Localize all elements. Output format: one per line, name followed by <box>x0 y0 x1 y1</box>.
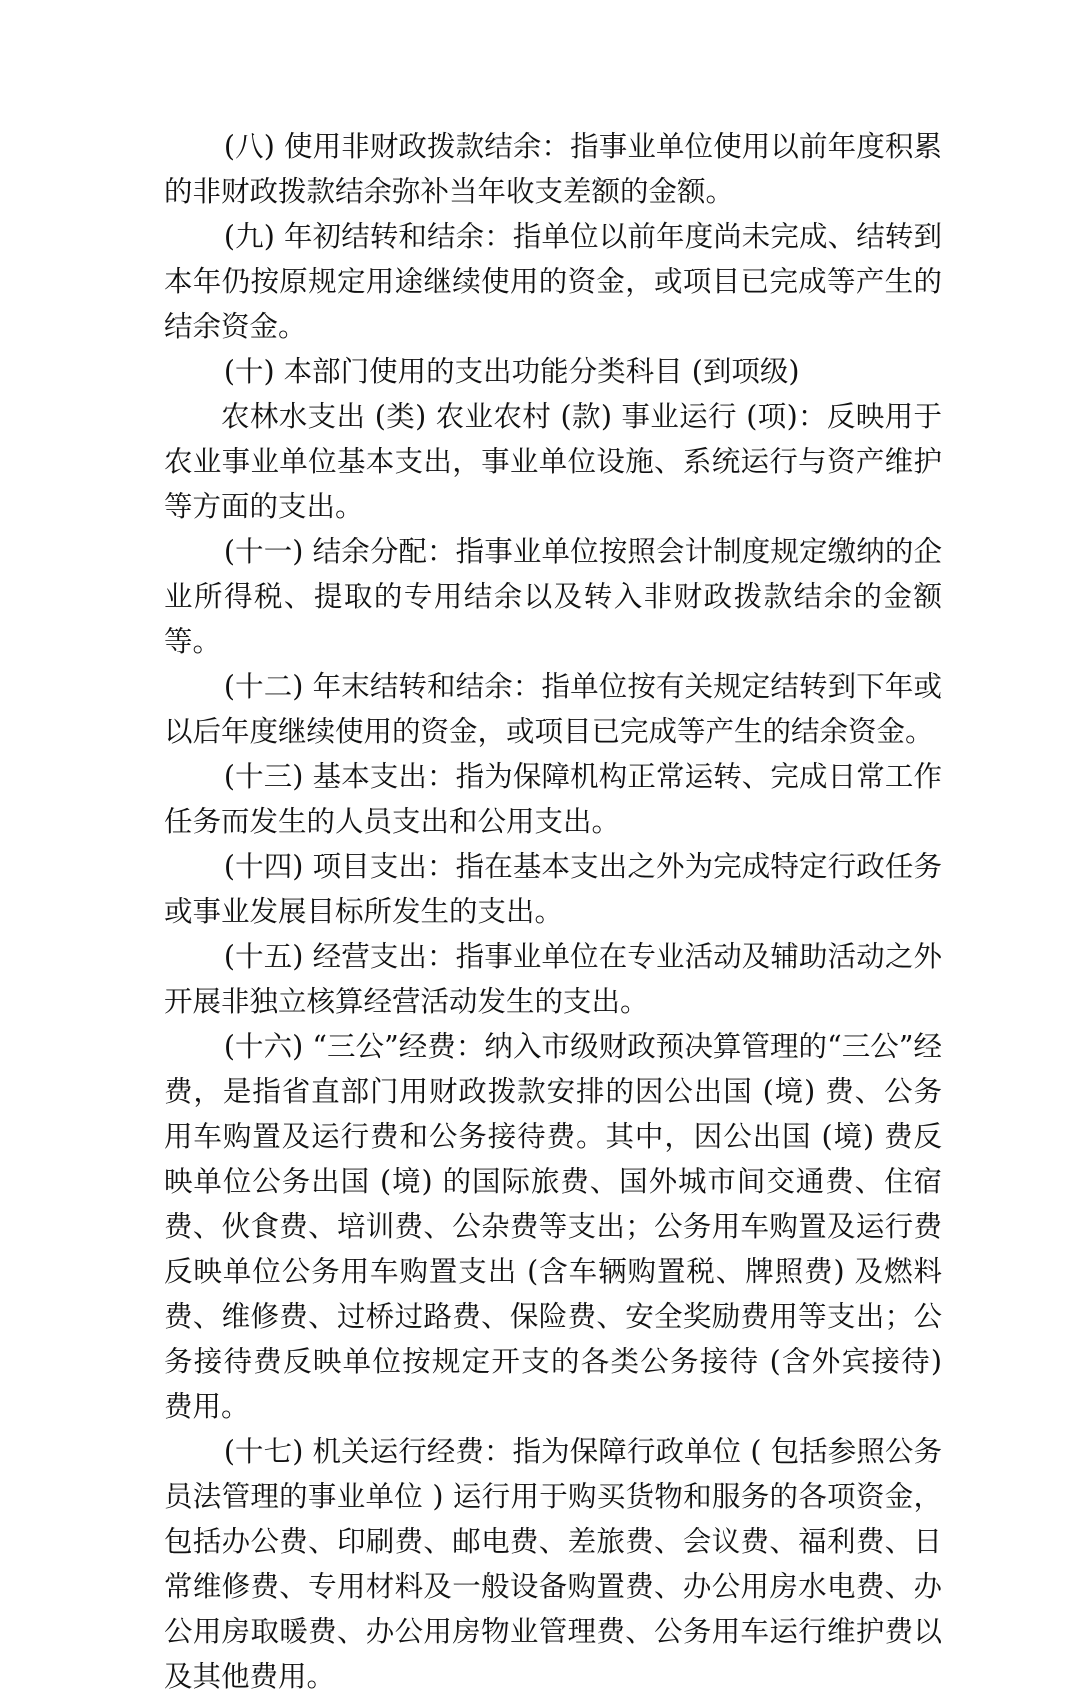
paragraph-item-17: (十七) 机关运行经费：指为保障行政单位 ( 包括参照公务员法管理的事业单位 ) 运行用于购买货物和服务的各项资金，包括办公费、印刷费、邮电费、差旅费、会议费、福利费、日常维修费、专用材料及一般设备购置费、办公用房水电费、办公用房取暖费、办公用房物业管理费、公务用车运行维护费以及其他费用。 <box>164 1435 942 1693</box>
paragraph-item-13: (十三) 基本支出：指为保障机构正常运转、完成日常工作任务而发生的人员支出和公用支出。 <box>164 760 942 838</box>
paragraph-item-9: (九) 年初结转和结余：指单位以前年度尚未完成、结转到本年仍按原规定用途继续使用的资金，或项目已完成等产生的结余资金。 <box>164 220 942 343</box>
paragraph-item-15: (十五) 经营支出：指事业单位在专业活动及辅助活动之外开展非独立核算经营活动发生的支出。 <box>164 940 942 1018</box>
paragraph-item-12: (十二) 年末结转和结余：指单位按有关规定结转到下年或以后年度继续使用的资金，或项目已完成等产生的结余资金。 <box>164 670 942 748</box>
paragraph-item-8: (八) 使用非财政拨款结余：指事业单位使用以前年度积累的非财政拨款结余弥补当年收支差额的金额。 <box>164 130 942 208</box>
paragraph-expenditure-classification: 农林水支出 (类) 农业农村 (款) 事业运行 (项)：反映用于农业事业单位基本支出，事业单位设施、系统运行与资产维护等方面的支出。 <box>164 400 942 523</box>
paragraph-item-16: (十六) “三公”经费：纳入市级财政预决算管理的“三公”经费，是指省直部门用财政拨款安排的因公出国 (境) 费、公务用车购置及运行费和公务接待费。其中，因公出国 (境) 费反映单位公务出国 (境) 的国际旅费、国外城市间交通费、住宿费、伙食费、培训费、公杂费等支出；公务用车购置及运行费反映单位公务用车购置支出 (含车辆购置税、牌照费) 及燃料费、维修费、过桥过路费、保险费、安全奖励费用等支出；公务接待费反映单位按规定开支的各类公务接待 (含外宾接待) 费用。 <box>164 1030 942 1423</box>
paragraph-item-11: (十一) 结余分配：指事业单位按照会计制度规定缴纳的企业所得税、提取的专用结余以及转入非财政拨款结余的金额等。 <box>164 535 942 658</box>
paragraph-item-10-heading: (十) 本部门使用的支出功能分类科目 (到项级) <box>223 355 800 388</box>
paragraph-item-14: (十四) 项目支出：指在基本支出之外为完成特定行政任务或事业发展目标所发生的支出。 <box>164 850 942 928</box>
document-body <box>164 124 942 1699</box>
